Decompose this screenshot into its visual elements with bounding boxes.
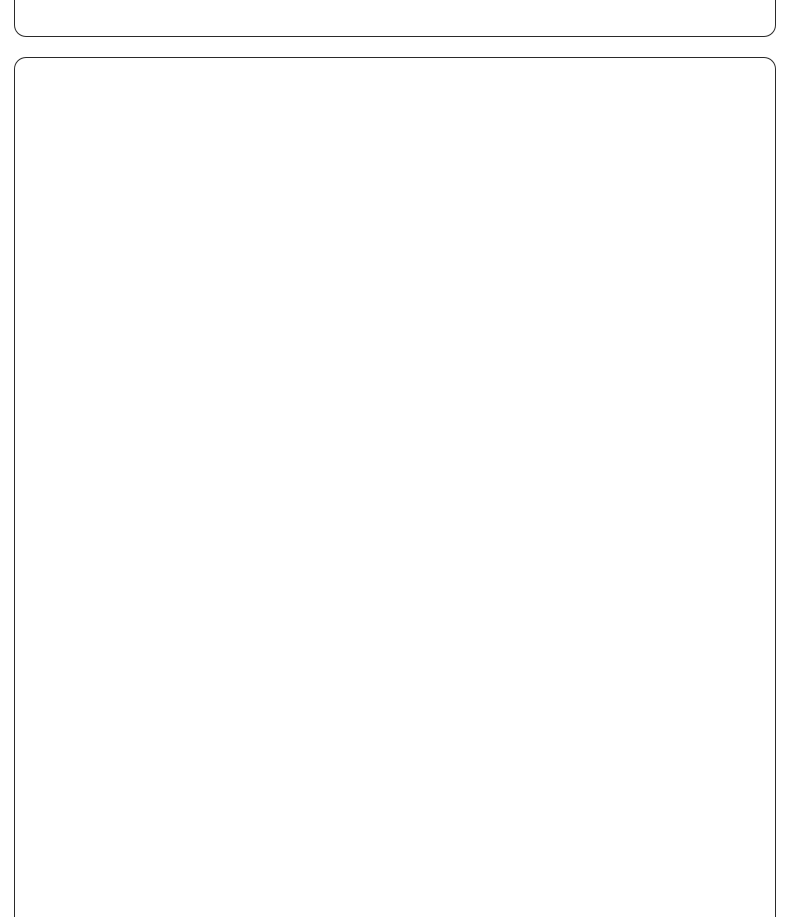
- top-table-fragment: [14, 0, 776, 37]
- rotor-spec-table: [14, 57, 776, 917]
